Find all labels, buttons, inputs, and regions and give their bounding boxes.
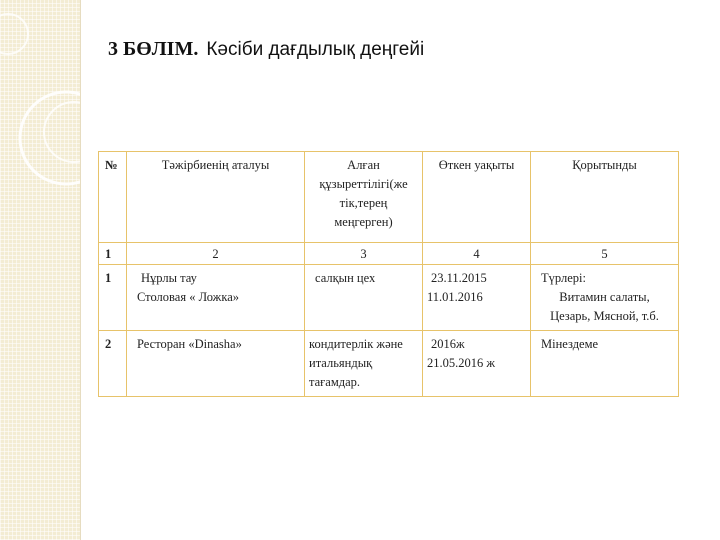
experience-line: Нұрлы тау (141, 271, 197, 285)
header-time: Өткен уақыты (423, 152, 531, 243)
result-line: Түрлері: (541, 271, 586, 285)
row-result (531, 265, 679, 331)
result-line: Витамин салаты, (559, 290, 650, 304)
table-row (99, 265, 679, 331)
row-number: 1 (99, 265, 127, 331)
time-line: 11.01.2016 (427, 290, 483, 304)
header-experience: Тәжірбиенің аталуы (127, 152, 305, 243)
title-section: 3 БӨЛІМ. (108, 38, 199, 60)
index-cell: 4 (423, 243, 531, 265)
time-line: 2016ж (431, 337, 465, 351)
competence-line: тағамдар. (309, 375, 361, 389)
row-time (423, 331, 531, 397)
index-cell: 2 (127, 243, 305, 265)
skills-table (98, 151, 679, 397)
header-number: № (99, 152, 127, 243)
competence-line: итальяндық (309, 356, 373, 370)
index-cell: 1 (99, 243, 127, 265)
competence-line: кондитерлік және (309, 337, 403, 351)
row-result: Мінездеме (531, 331, 679, 397)
table-header-row (99, 152, 679, 243)
row-number: 2 (99, 331, 127, 397)
decorative-circles (0, 0, 80, 540)
index-cell: 5 (531, 243, 679, 265)
title-text: Кәсіби дағдылық деңгейі (206, 39, 425, 60)
row-competence: салқын цех (305, 265, 423, 331)
index-cell: 3 (305, 243, 423, 265)
row-competence (305, 331, 423, 397)
time-line: 21.05.2016 ж (427, 356, 496, 370)
header-competence: Алған құзыреттілігі(же тік,терең меңгерген) (305, 152, 423, 243)
page-title (108, 38, 424, 61)
header-result: Қорытынды (531, 152, 679, 243)
row-time (423, 265, 531, 331)
row-experience (127, 265, 305, 331)
row-experience: Ресторан «Dinasha» (127, 331, 305, 397)
experience-line: Столовая « Ложка» (137, 290, 240, 304)
result-line: Цезарь, Мясной, т.б. (550, 309, 659, 323)
decorative-side-strip (0, 0, 81, 540)
time-line: 23.11.2015 (431, 271, 487, 285)
table-index-row (99, 243, 679, 265)
table-row (99, 331, 679, 397)
